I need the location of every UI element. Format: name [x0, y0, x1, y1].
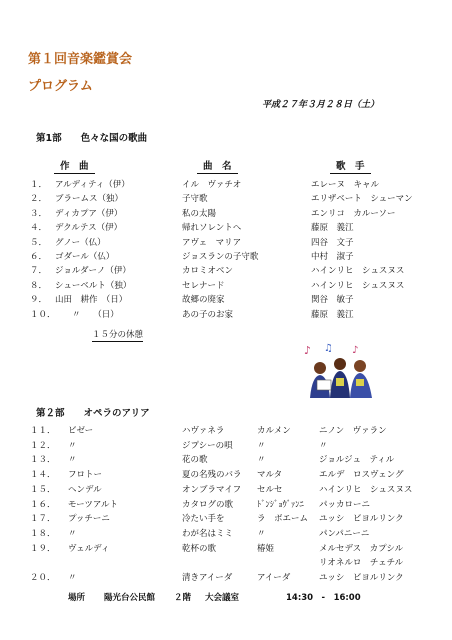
cell-num: １３． — [30, 455, 56, 466]
cell-song: アヴェ マリア — [182, 237, 242, 248]
cell-opera: アイーダ — [257, 573, 291, 583]
cell-singer: エンリコ カルーソー — [311, 208, 396, 219]
cell-opera: カルメン — [257, 426, 291, 436]
cell-opera: 椿姫 — [257, 543, 275, 554]
cell-singer: 藤原 義江 — [311, 309, 354, 320]
page-subtitle: プログラム — [28, 79, 93, 94]
cell-num: １８． — [30, 528, 56, 539]
cell-num: １０． — [30, 309, 56, 320]
table-row — [0, 557, 452, 570]
table-row — [0, 572, 452, 585]
cell-song: 子守歌 — [182, 194, 208, 205]
cell-singer: 藤原 義江 — [311, 223, 354, 234]
cell-num: １７． — [30, 514, 56, 525]
table-row — [0, 513, 452, 526]
page-title: 第１回音楽鑑賞会 — [28, 52, 133, 67]
cell-song: セレナード — [182, 280, 225, 291]
cell-opera: マルタ — [257, 470, 283, 481]
cell-song: 夏の名残のバラ — [182, 470, 242, 481]
cell-singer: エリザベート シューマン — [311, 194, 413, 205]
cell-opera: ラ ボエーム — [257, 514, 309, 525]
table-row — [0, 294, 452, 307]
cell-opera: 〃 — [257, 455, 266, 466]
cell-num: ８． — [30, 280, 48, 291]
table-row — [0, 237, 452, 250]
header-singer: 歌 手 — [330, 158, 371, 174]
cell-singer: 四谷 文子 — [311, 237, 354, 248]
cell-num: １６． — [30, 499, 56, 510]
table-row — [0, 528, 452, 541]
cell-composer: 〃 — [68, 455, 77, 466]
table-row — [0, 208, 452, 221]
footer-time: 14:30 ‐ 16:00 — [286, 593, 361, 603]
cell-composer: グノー（仏） — [55, 237, 106, 248]
table-row — [0, 454, 452, 467]
table-row — [0, 309, 452, 322]
cell-singer: リオネルロ チェチル — [319, 558, 404, 569]
cell-composer: ブラームス（独） — [55, 194, 124, 205]
cell-song: 花の歌 — [182, 455, 208, 466]
event-date: 平成２７年３月２８日（土） — [262, 100, 380, 110]
cell-song: あの子のお家 — [182, 309, 234, 320]
header-song: 曲 名 — [197, 158, 238, 174]
part1-heading: 第1部 色々な国の歌曲 — [36, 133, 148, 144]
footer-room: 大会議室 — [205, 593, 240, 603]
cell-composer: 〃 — [68, 440, 77, 451]
table-row — [0, 484, 452, 497]
cell-composer: アルディティ（伊） — [55, 180, 130, 190]
cell-num: １９． — [30, 543, 56, 554]
cell-singer: 中村 淑子 — [311, 252, 354, 262]
table-row — [0, 499, 452, 512]
cell-singer: 〃 — [319, 440, 328, 451]
cell-opera: ﾄﾞﾝｼﾞｮｳﾞｧﾝﾆ — [257, 499, 304, 510]
cell-composer: ディカプア（伊） — [55, 208, 123, 219]
cell-opera: セルセ — [257, 484, 283, 495]
cell-composer: ビゼー — [68, 426, 94, 436]
cell-singer: メルセデス カプシル — [319, 543, 404, 554]
cell-song: オンブラマイフ — [182, 484, 242, 495]
cell-num: ４． — [30, 223, 48, 234]
intermission-note: １５分の休憩 — [92, 330, 144, 340]
footer-place-label: 場所 — [68, 593, 86, 603]
cell-singer: パッカローニ — [319, 499, 371, 510]
cell-song: 私の太陽 — [182, 208, 217, 219]
cell-song: 清きアイーダ — [182, 573, 233, 583]
cell-composer: 山田 耕作 （日） — [55, 295, 128, 306]
cell-singer: ハインリヒ シュスヌス — [311, 280, 405, 291]
table-row — [0, 193, 452, 206]
footer-floor: ２階 — [174, 593, 192, 603]
cell-song: イル ヴァチオ — [182, 180, 242, 190]
cell-composer: 〃 — [68, 573, 77, 583]
cell-num: １５． — [30, 484, 56, 495]
cell-singer: ニノン ヴァラン — [319, 426, 387, 436]
cell-composer: ゴダール（仏） — [55, 252, 115, 262]
cell-num: ３． — [30, 208, 48, 219]
table-row — [0, 440, 452, 453]
cell-composer: 〃 （日） — [55, 309, 119, 320]
cell-composer: ヘンデル — [68, 484, 102, 495]
cell-num: ７． — [30, 266, 48, 277]
cell-song: カタログの歌 — [182, 499, 234, 510]
cell-composer: モーツアルト — [68, 499, 118, 510]
cell-opera: 〃 — [257, 440, 266, 451]
cell-composer: フロトー — [68, 470, 103, 481]
cell-num: ６． — [30, 252, 48, 262]
cell-num: １４． — [30, 470, 56, 481]
cell-singer: ユッシ ビヨルリンク — [319, 573, 404, 583]
table-row — [0, 425, 452, 438]
cell-composer: プッチーニ — [68, 514, 110, 525]
cell-singer: エレーヌ キャル — [311, 180, 380, 190]
table-row — [0, 251, 452, 264]
cell-singer: パンパニーニ — [319, 528, 370, 539]
footer-place: 陽光台公民館 — [104, 593, 156, 603]
singers-clipart-icon — [290, 342, 382, 398]
cell-song: ジプシーの唄 — [182, 440, 233, 451]
cell-singer: 関谷 敏子 — [311, 295, 354, 306]
cell-song: 乾杯の歌 — [182, 543, 217, 554]
cell-composer: シューベルト（独） — [55, 280, 132, 291]
cell-song: 故郷の廃家 — [182, 295, 225, 306]
cell-singer: ハインリヒ シュスヌス — [319, 484, 413, 495]
cell-num: ２０． — [30, 573, 56, 583]
cell-composer: ジョルダーノ（伊） — [55, 266, 131, 277]
cell-singer: ジョルジュ ティル — [319, 455, 395, 466]
table-row — [0, 179, 452, 192]
cell-num: １． — [30, 180, 48, 190]
cell-song: わが名はミミ — [182, 528, 234, 539]
cell-opera: 〃 — [257, 528, 266, 539]
cell-num: ９． — [30, 295, 48, 306]
cell-singer: ユッシ ビヨルリンク — [319, 514, 404, 525]
music-note-icon: ♪ — [352, 345, 359, 356]
cell-singer: エルデ ロスヴェング — [319, 470, 404, 481]
cell-song: 冷たい手を — [182, 514, 225, 525]
cell-num: １２． — [30, 440, 56, 451]
cell-num: １１． — [30, 426, 56, 436]
table-row — [0, 280, 452, 293]
music-note-icon: ♪ — [304, 344, 312, 357]
cell-composer: デクルテス（伊） — [55, 223, 123, 234]
table-row — [0, 222, 452, 235]
cell-singer: ハインリヒ シュスヌス — [311, 266, 405, 277]
cell-song: ハヴァネラ — [182, 426, 225, 436]
table-row — [0, 543, 452, 556]
cell-song: 帰れソレントへ — [182, 223, 242, 234]
table-row — [0, 265, 452, 278]
cell-num: ２． — [30, 194, 48, 205]
cell-num: ５． — [30, 237, 48, 248]
cell-composer: ヴェルディ — [68, 543, 110, 554]
cell-composer: 〃 — [68, 528, 77, 539]
cell-song: ジョスランの子守歌 — [182, 252, 259, 262]
music-note-icon: ♫ — [324, 343, 333, 354]
table-row — [0, 469, 452, 482]
cell-song: カロミオベン — [182, 266, 234, 277]
header-composer: 作 曲 — [54, 158, 95, 174]
part2-heading: 第２部 オペラのアリア — [36, 408, 150, 419]
